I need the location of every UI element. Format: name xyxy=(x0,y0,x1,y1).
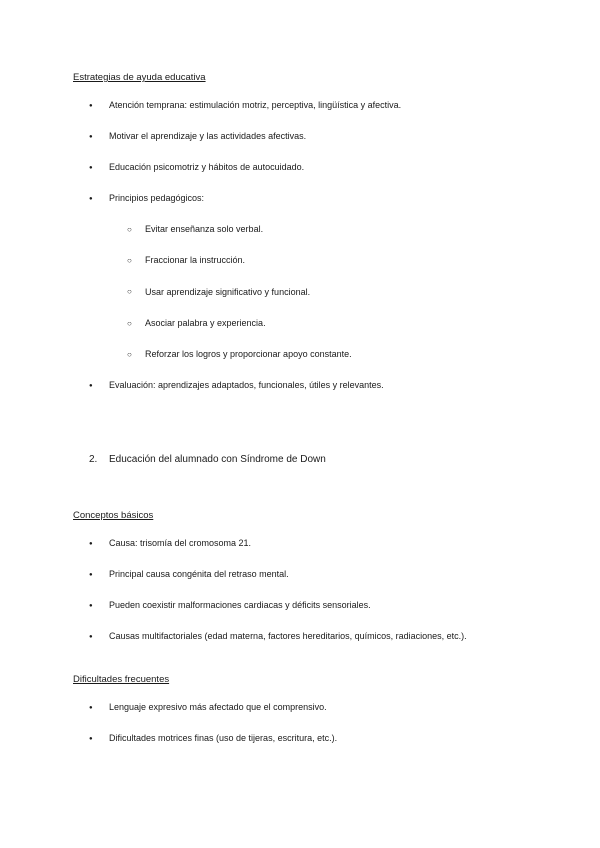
hollow-bullet-icon: ○ xyxy=(127,319,132,328)
list-item: Educación psicomotriz y hábitos de autocuidado. xyxy=(109,162,305,172)
section-title: Educación del alumnado con Síndrome de Down xyxy=(109,454,326,465)
hollow-bullet-icon: ○ xyxy=(127,287,132,296)
list-item: Principios pedagógicos: xyxy=(109,193,205,203)
bullet-icon: ● xyxy=(89,572,93,578)
hollow-bullet-icon: ○ xyxy=(127,350,132,359)
sub-list-item: Evitar enseñanza solo verbal. xyxy=(145,224,264,234)
list-item: Dificultades motrices finas (uso de tijeras, escritura, etc.). xyxy=(109,733,338,743)
bullet-icon: ● xyxy=(89,541,93,547)
bullet-icon: ● xyxy=(89,196,93,202)
list-item: Atención temprana: estimulación motriz, perceptiva, lingüística y afectiva. xyxy=(109,100,402,110)
bullet-icon: ● xyxy=(89,603,93,609)
list-item: Causa: trisomía del cromosoma 21. xyxy=(109,538,252,548)
list-item: Pueden coexistir malformaciones cardiacas y déficits sensoriales. xyxy=(109,600,371,610)
list-item: Causas multifactoriales (edad materna, factores hereditarios, químicos, radiaciones, etc.). xyxy=(109,631,467,641)
list-item: Evaluación: aprendizajes adaptados, funcionales, útiles y relevantes. xyxy=(109,380,384,390)
list-item: Motivar el aprendizaje y las actividades afectivas. xyxy=(109,131,307,141)
bullet-icon: ● xyxy=(89,134,93,140)
bullet-icon: ● xyxy=(89,165,93,171)
hollow-bullet-icon: ○ xyxy=(127,256,132,265)
bullet-icon: ● xyxy=(89,736,93,742)
list-item: Principal causa congénita del retraso mental. xyxy=(109,569,289,579)
section-heading-dificultades: Dificultades frecuentes xyxy=(73,674,170,685)
bullet-icon: ● xyxy=(89,383,93,389)
section-heading-estrategias: Estrategias de ayuda educativa xyxy=(73,72,206,83)
hollow-bullet-icon: ○ xyxy=(127,225,132,234)
sub-list-item: Usar aprendizaje significativo y funcional. xyxy=(145,287,311,297)
section-heading-conceptos: Conceptos básicos xyxy=(73,510,154,521)
sub-list-item: Reforzar los logros y proporcionar apoyo constante. xyxy=(145,349,352,359)
bullet-icon: ● xyxy=(89,705,93,711)
sub-list-item: Asociar palabra y experiencia. xyxy=(145,318,266,328)
bullet-icon: ● xyxy=(89,103,93,109)
sub-list-item: Fraccionar la instrucción. xyxy=(145,255,246,265)
list-item: Lenguaje expresivo más afectado que el comprensivo. xyxy=(109,702,327,712)
bullet-icon: ● xyxy=(89,634,93,640)
section-number: 2. xyxy=(89,454,98,465)
